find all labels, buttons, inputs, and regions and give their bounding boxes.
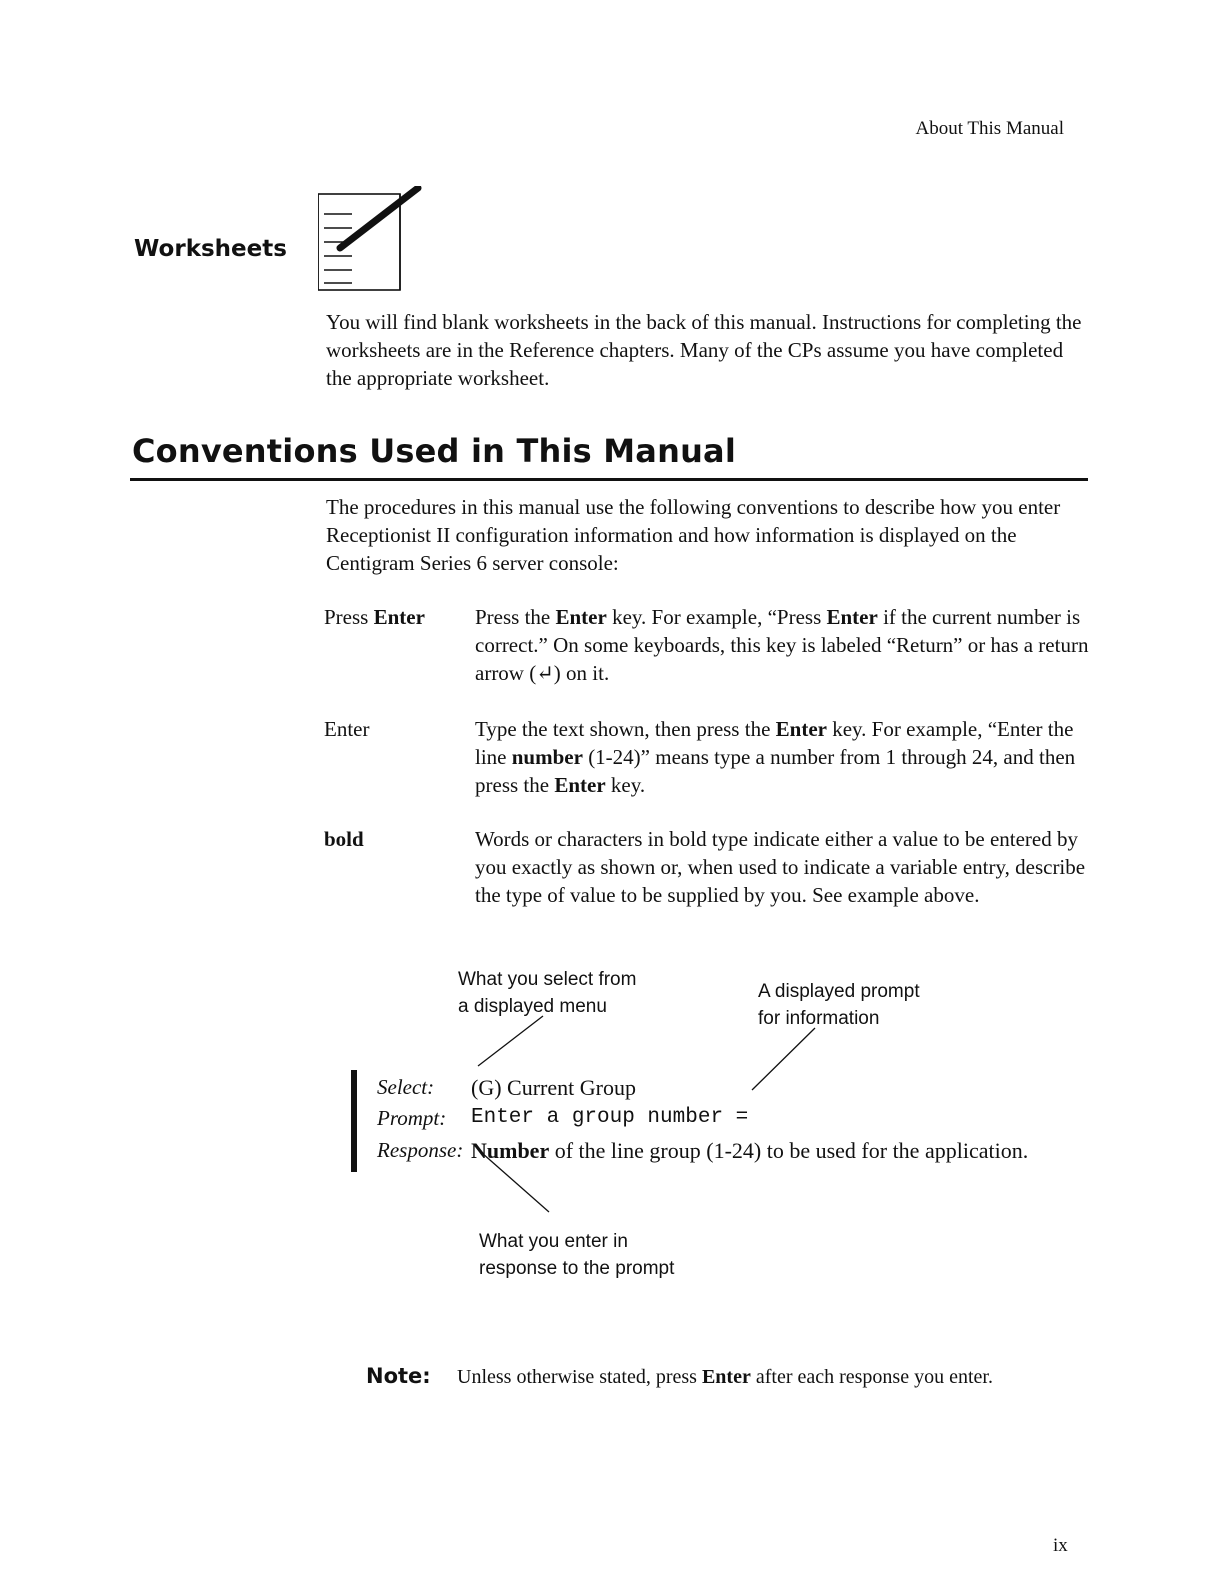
change-bar — [351, 1070, 357, 1172]
page-number: ix — [1053, 1535, 1068, 1556]
select-label: Select: — [377, 1075, 435, 1099]
note-label: Note: — [366, 1364, 431, 1388]
worksheets-heading: Worksheets — [134, 236, 287, 262]
desc-bold: Words or characters in bold type indicate either a value to be entered by you exactly as shown or, when used to indicate a variable entry, describe the type of value to be supplied by you. See example above. — [475, 827, 1086, 907]
response-label: Response: — [377, 1138, 464, 1162]
annotation-response: What you enter in response to the prompt — [479, 1231, 675, 1279]
running-header: About This Manual — [915, 118, 1064, 139]
prompt-value: Enter a group number = — [471, 1106, 749, 1129]
conventions-heading: Conventions Used in This Manual — [132, 432, 737, 470]
annotation-prompt: A displayed prompt for information — [758, 981, 920, 1029]
term-bold: bold — [324, 827, 364, 851]
term-press-enter: Press Enter — [324, 605, 425, 629]
select-value: (G) Current Group — [471, 1075, 636, 1100]
conventions-intro: The procedures in this manual use the following conventions to describe how you enter Receptionist II configuration information and how information is displayed on the Centigram Series 6 server console: — [326, 495, 1061, 575]
term-enter: Enter — [324, 717, 370, 741]
desc-press-enter: Press the Enter key. For example, “Press Enter if the current number is correct.” On some keyboards, this key is labeled “Return” or has a return arrow (↵) on it. — [475, 605, 1089, 685]
note-text: Unless otherwise stated, press Enter after each response you enter. — [457, 1366, 993, 1388]
desc-enter: Type the text shown, then press the Enter key. For example, “Enter the line number (1-24)” means type a number from 1 through 24, and then press the Enter key. — [475, 717, 1076, 797]
prompt-label: Prompt: — [377, 1106, 447, 1130]
annotation-select: What you select from a displayed menu — [458, 969, 637, 1017]
response-value: Number of the line group (1-24) to be used for the application. — [471, 1138, 1029, 1163]
worksheets-paragraph: You will find blank worksheets in the back of this manual. Instructions for completing the worksheets are in the Reference chapters. Many of the CPs assume you have completed the appropriate worksheet. — [326, 310, 1082, 390]
